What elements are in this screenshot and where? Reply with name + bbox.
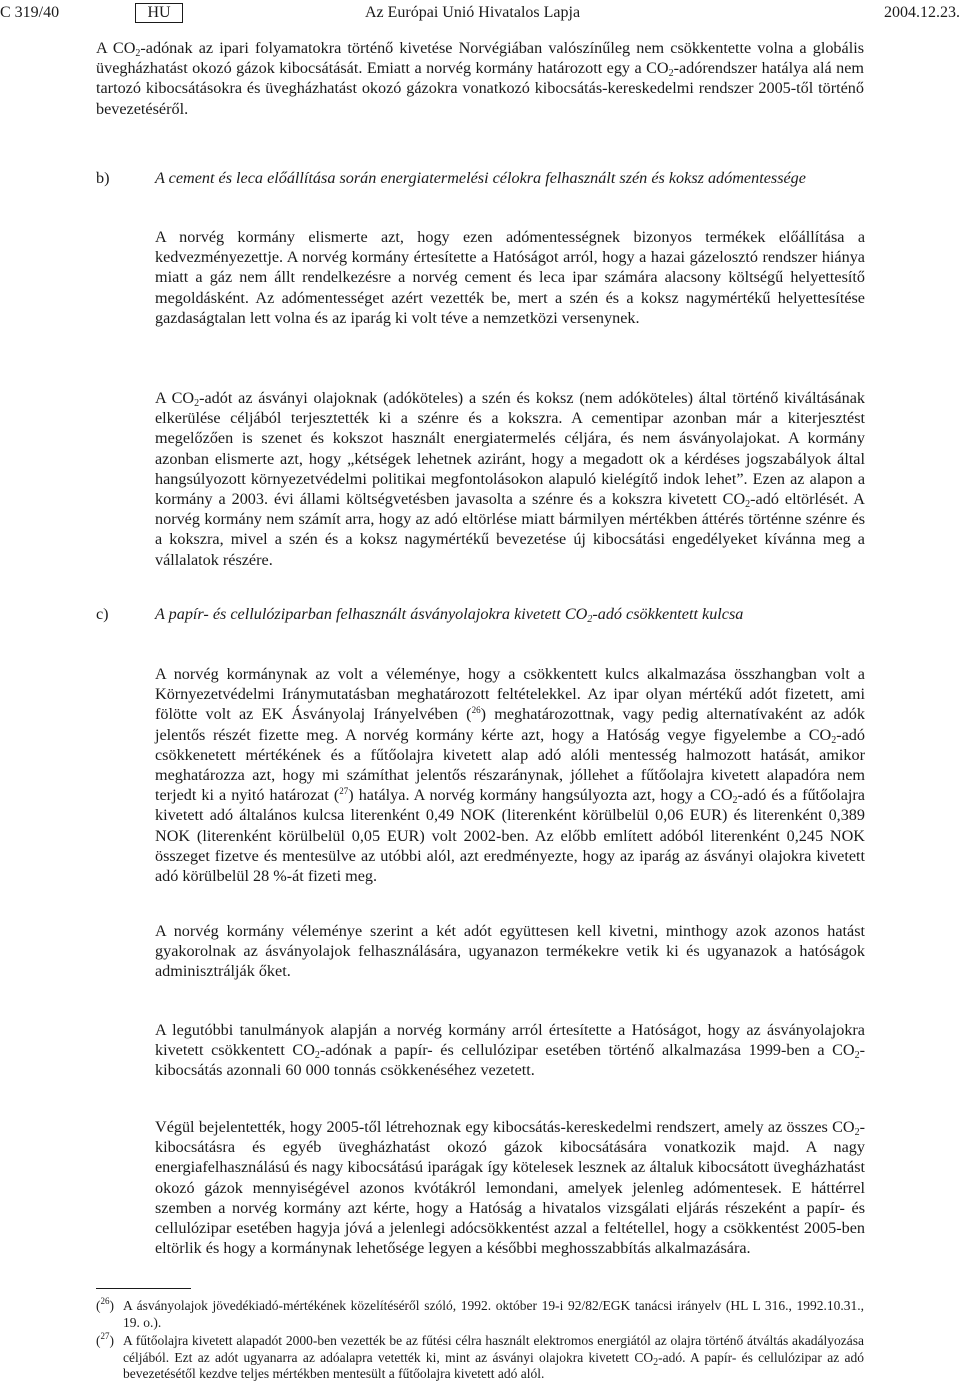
footnote-26-text: A ásványolajok jövedékiadó-mértékének közelítéséről szóló, 1992. október 19-i 92/82/EGK tanácsi irányelv (HL L 316., 1992.10.31., 19. o.).: [123, 1298, 864, 1330]
section-c-paragraph-3: A legutóbbi tanulmányok alapján a norvég kormány arról értesítette a Hatóságot, hogy az ásványolajokra kivetett csökkentett $CO_2$-adónak a papír- és cellulózipar esetében történő alkalmazása 1999-ben a $CO_2$-kibocsátás azonnali 60 000 tonnás csökkenéséhez vezetett.: [155, 1021, 865, 1080]
footnote-ref-27[interactable]: 27: [339, 786, 349, 797]
footnote-26-number: ($^{26}$): [96, 1296, 114, 1313]
footnote-27: [96, 1333, 864, 1383]
footnote-divider: [96, 1288, 191, 1289]
journal-title: Az Európai Unió Hivatalos Lapja: [365, 4, 581, 21]
section-b-paragraph-2: A $CO_2$-adót az ásványi olajoknak (adóköteles) a szén és koksz (nem adóköteles) által történő kiváltásának elkerülése céljából terjesztették ki a szénre és a kokszra. A cementipar azonban már a kiterjesztést megelőzően is szenet és kokszot használt energiatermelés céljára, és nem ásványolajokat. A kormány azonban elismerte azt, hogy „kétségek lehetnek aziránt, hogy a megadott ok a kérdéses jogszabályok által hangsúlyozott környezetvédelmi politikai megfontolásokon alapuló kielégítő indok lehet”. Ezen az alapon a kormány a 2003. évi állami költségvetésben javasolta a szénre és a kokszra kivetett $CO_2$-adó eltörlését. A norvég kormány nem számít arra, hogy az adó eltörlése miatt bármilyen mértékben áttérés történne szénre és a kokszra, mivel a szén és a koksz nagymértékű bevezetése új kibocsátási engedélyeket kívánna meg a vállalatok részére.: [155, 389, 865, 569]
section-c-paragraph-2: A norvég kormány véleménye szerint a két adót együttesen kell kivetni, minthogy azok azonos hatást gyakorolnak az ásványolajok felhasználására, ugyanazon termékekre vetik ki és ugyanazok a hatóságok adminisztrálják őket.: [155, 922, 865, 981]
footnote-27-text: A fűtőolajra kivetett alapadót 2000-ben vezették be az fűtési célra használt elektromos energiától az olajra történő átváltás akadályozása céljából. Ezt az adót ugyanarra az adóalapra vetették ki, mint az ásványi olajokra kivetett $CO_2$-adó. A papír- és cellulózipar az adó bevezetésétől kezdve teljes mértékben mentesült a fűtőolajra kivetett adó alól.: [123, 1333, 864, 1381]
intro-paragraph: A $CO_2$-adónak az ipari folyamatokra történő kivetése Norvégiában valószínűleg nem csökkentette volna a globális üvegházhatást okozó gázok kibocsátását. Emiatt a norvég kormány határozott egy a $CO_2$-adórendszer hatálya alá nem tartozó kibocsátásokra és üvegházhatást okozó gázokra vonatkozó kibocsátás-kereskedelmi rendszer 2005-től történő bevezetéséről.: [96, 39, 864, 118]
series-number: C 319/40: [0, 4, 60, 21]
section-b-title: A cement és leca előállítása során energiatermelési célokra felhasznált szén és koksz adómentessége: [155, 169, 806, 187]
section-c-label: c): [96, 605, 109, 623]
section-c-paragraph-4: Végül bejelentették, hogy 2005-től létrehoznak egy kibocsátás-kereskedelmi rendszert, amely az összes $CO_2$-kibocsátásra és egyéb üvegházhatást okozó gázok kibocsátására vonatkozik majd. A nagy energiafelhasználású és nagy kibocsátású iparágak így kötelesek lesznek az általuk kibocsátott üvegházhatást okozó gázok mennyiségével azonos kvótákról lemondani, amelyek jelenleg adómentesek. E háttérrel szemben a norvég kormány azt kérte, hogy a Hatóság a hivatalos vizsgálati eljárás részeként a papír- és cellulózipar esetében hagyja jóvá a jelenlegi adócsökkentést azzal a feltétellel, hogy a csökkentést 2005-ben eltörlik és hogy a kormánynak lehetősége legyen a későbbi meghosszabbítás alkalmazására.: [155, 1118, 865, 1258]
section-c-paragraph-1: A norvég kormánynak az volt a véleménye, hogy a csökkentett kulcs alkalmazása összhangban volt a Környezetvédelmi Iránymutatásban meghatározott feltételekkel. Az ipar olyan mértékű adót fizetett, ami fölötte volt az EK Ásványolaj Irányelvében ($^{26}$) meghatározottnak, vagy pedig alternatívaként az adók jelentős részét fizette meg. A norvég kormány kérte azt, hogy a Hatóság vegye figyelembe a $CO_2$-adó csökkenetett mértékének és a fűtőolajra kivetett alap adó alóli mentesség halmozott hatását, amikor meghatározza azt, hogy mi számíthat jelentős részaránynak, jóllehet a fűtőolajra kivetett alapadóra nem terjedt ki a nyitó határozat ($^{27}$) hatálya. A norvég kormány hangsúlyozta azt, hogy a $CO_2$-adó és a fűtőolajra kivetett adó általános kulcsa literenként 0,49 NOK (literenként körülbelül 0,06 EUR) és literenként 0,389 NOK (literenként körülbelül 0,05 EUR) volt 2002-ben. Az előbb említett adóból literenként 0,245 NOK összeget fizetve és mentesülve az utóbbi alól, azt eredményezte, hogy az iparág az ásványi olajokra kivetett adó körülbelül 28 %-át fizeti meg.: [155, 665, 865, 886]
footnote-26: [96, 1298, 864, 1331]
section-b-label: b): [96, 169, 110, 187]
publication-date: 2004.12.23.: [884, 4, 960, 21]
section-c-title: A papír- és cellulóziparban felhasznált ásványolajokra kivetett $CO_2$-adó csökkentett kulcsa: [155, 605, 744, 625]
page-header: [0, 0, 960, 26]
footnote-27-number: ($^{27}$): [96, 1331, 114, 1348]
footnote-ref-26[interactable]: 26: [471, 705, 481, 716]
section-b-paragraph-1: A norvég kormány elismerte azt, hogy ezen adómentességnek bizonyos termékek előállítása a kedvezményezettje. A norvég kormány értesítette a Hatóságot arról, hogy a hazai gázelosztó rendszer hiánya miatt a gáz nem állt rendelkezésre a norvég cement és leca ipar számára alacsony költségű helyettesítő megoldásként. Az adómentességet azért vezették be, mert a szén és a koksz nagymértékű helyettesítése gazdaságtalan lett volna és az iparág ki volt téve a nemzetközi versenynek.: [155, 228, 865, 327]
language-badge: HU: [135, 3, 183, 23]
